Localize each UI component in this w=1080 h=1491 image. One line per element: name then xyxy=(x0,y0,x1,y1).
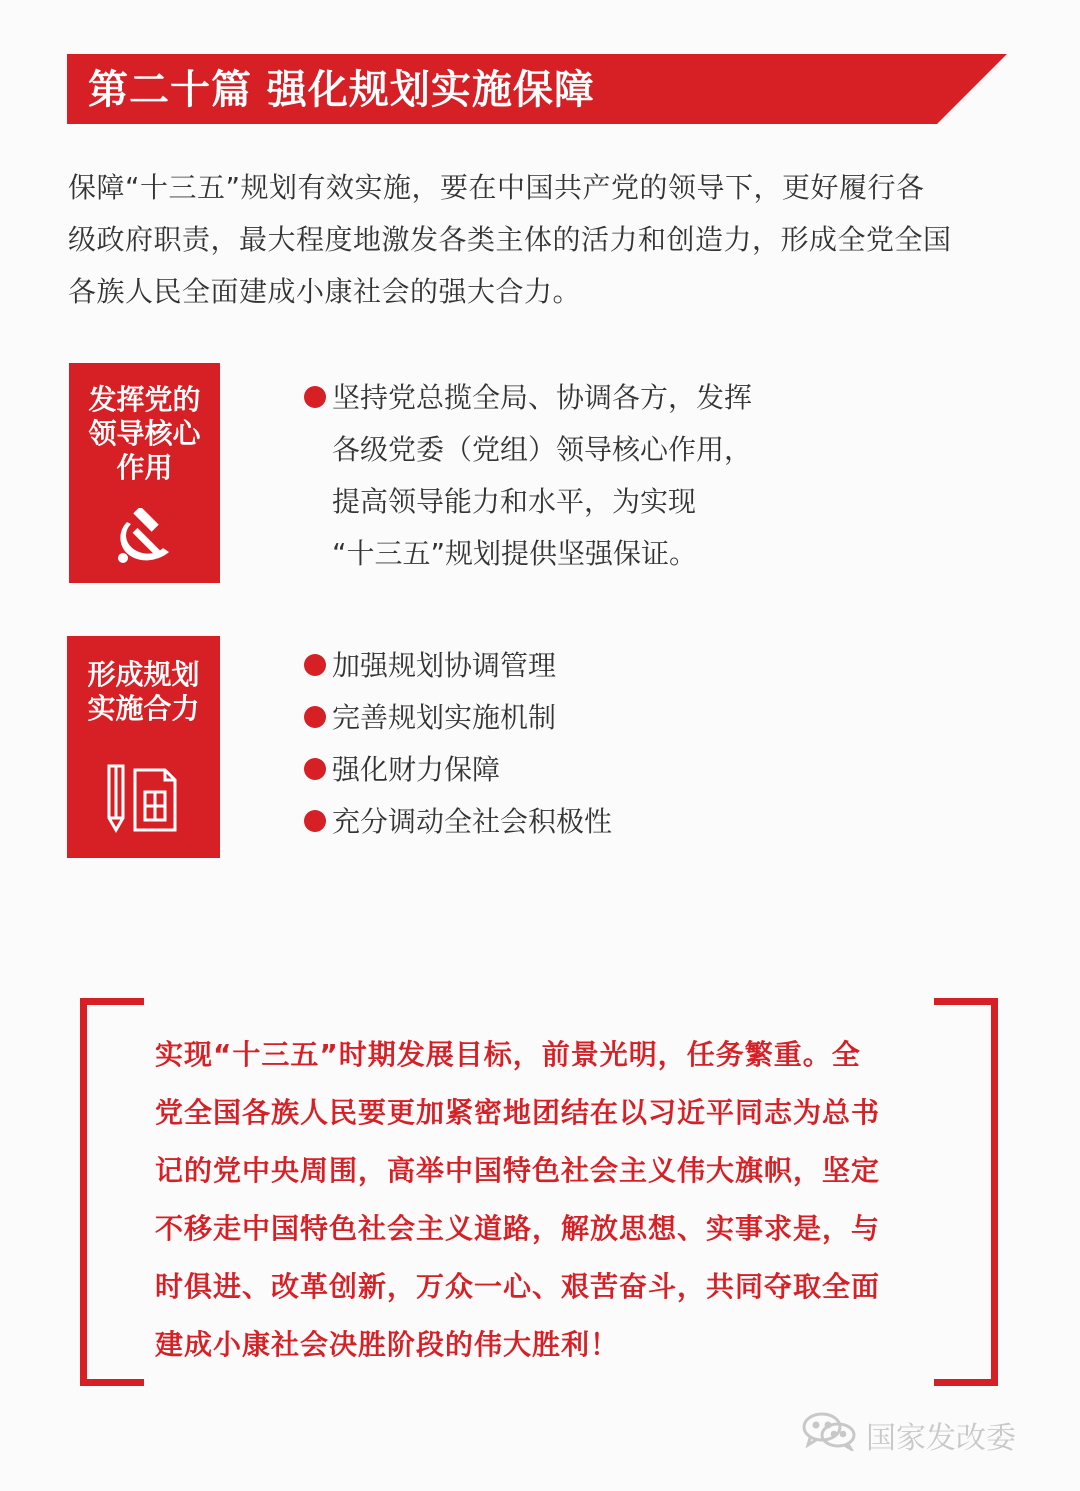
quote-line: 党全国各族人民要更加紧密地团结在以习近平同志为总书 xyxy=(155,1096,881,1129)
leadership-bullets xyxy=(304,372,752,580)
bullet-dot-icon xyxy=(304,810,326,832)
synergy-label-line: 实施合力 xyxy=(87,692,200,725)
bullet-text: 坚持党总揽全局、协调各方，发挥 xyxy=(332,381,753,414)
bullet-dot-icon xyxy=(304,758,326,780)
page-title: 第二十篇 强化规划实施保障 xyxy=(88,67,595,113)
quote-line: 记的党中央周围，高举中国特色社会主义伟大旗帜，坚定 xyxy=(155,1154,881,1187)
bullet-text: 强化财力保障 xyxy=(332,753,501,786)
intro-paragraph xyxy=(68,162,1018,318)
bullet-dot-icon xyxy=(304,654,326,676)
list-item xyxy=(304,796,612,848)
intro-line: 级政府职责，最大程度地激发各类主体的活力和创造力，形成全党全国 xyxy=(68,223,952,256)
wechat-icon xyxy=(800,1411,858,1459)
bullet-text: 各级党委（党组）领导核心作用， xyxy=(332,433,753,466)
quote-line: 不移走中国特色社会主义道路，解放思想、实事求是，与 xyxy=(155,1212,881,1245)
closing-quote xyxy=(155,1026,945,1374)
bullet-dot-icon xyxy=(304,386,326,408)
bullet-text: 加强规划协调管理 xyxy=(332,649,557,682)
list-item-continuation xyxy=(304,424,752,476)
watermark xyxy=(800,1413,1016,1457)
leadership-label-line: 发挥党的 xyxy=(88,383,201,416)
hammer-sickle-icon xyxy=(113,508,175,570)
leadership-label-line: 领导核心 xyxy=(88,417,201,450)
pencil-document-icon xyxy=(105,762,181,838)
list-item xyxy=(304,692,612,744)
bullet-text: “十三五”规划提供坚强保证。 xyxy=(332,537,698,570)
list-item-continuation xyxy=(304,528,752,580)
list-item xyxy=(304,744,612,796)
watermark-text: 国家发改委 xyxy=(866,1421,1016,1456)
quote-line: 实现“十三五”时期发展目标，前景光明，任务繁重。全 xyxy=(155,1038,861,1071)
synergy-bullets xyxy=(304,640,612,848)
bullet-dot-icon xyxy=(304,706,326,728)
leadership-label xyxy=(69,383,220,485)
intro-line: 保障“十三五”规划有效实施，要在中国共产党的领导下，更好履行各 xyxy=(68,171,925,204)
list-item xyxy=(304,640,612,692)
quote-line: 建成小康社会决胜阶段的伟大胜利！ xyxy=(155,1328,620,1361)
synergy-label-line: 形成规划 xyxy=(87,658,200,691)
quote-line: 时俱进、改革创新，万众一心、艰苦奋斗，共同夺取全面 xyxy=(155,1270,881,1303)
quote-bracket-left xyxy=(80,998,144,1386)
intro-line: 各族人民全面建成小康社会的强大合力。 xyxy=(68,275,582,308)
leadership-label-line: 作用 xyxy=(116,451,173,484)
synergy-label xyxy=(67,658,220,726)
bullet-text: 充分调动全社会积极性 xyxy=(332,805,613,838)
list-item-continuation xyxy=(304,476,752,528)
bullet-text: 完善规划实施机制 xyxy=(332,701,557,734)
bullet-text: 提高领导能力和水平，为实现 xyxy=(332,485,697,518)
list-item xyxy=(304,372,752,424)
